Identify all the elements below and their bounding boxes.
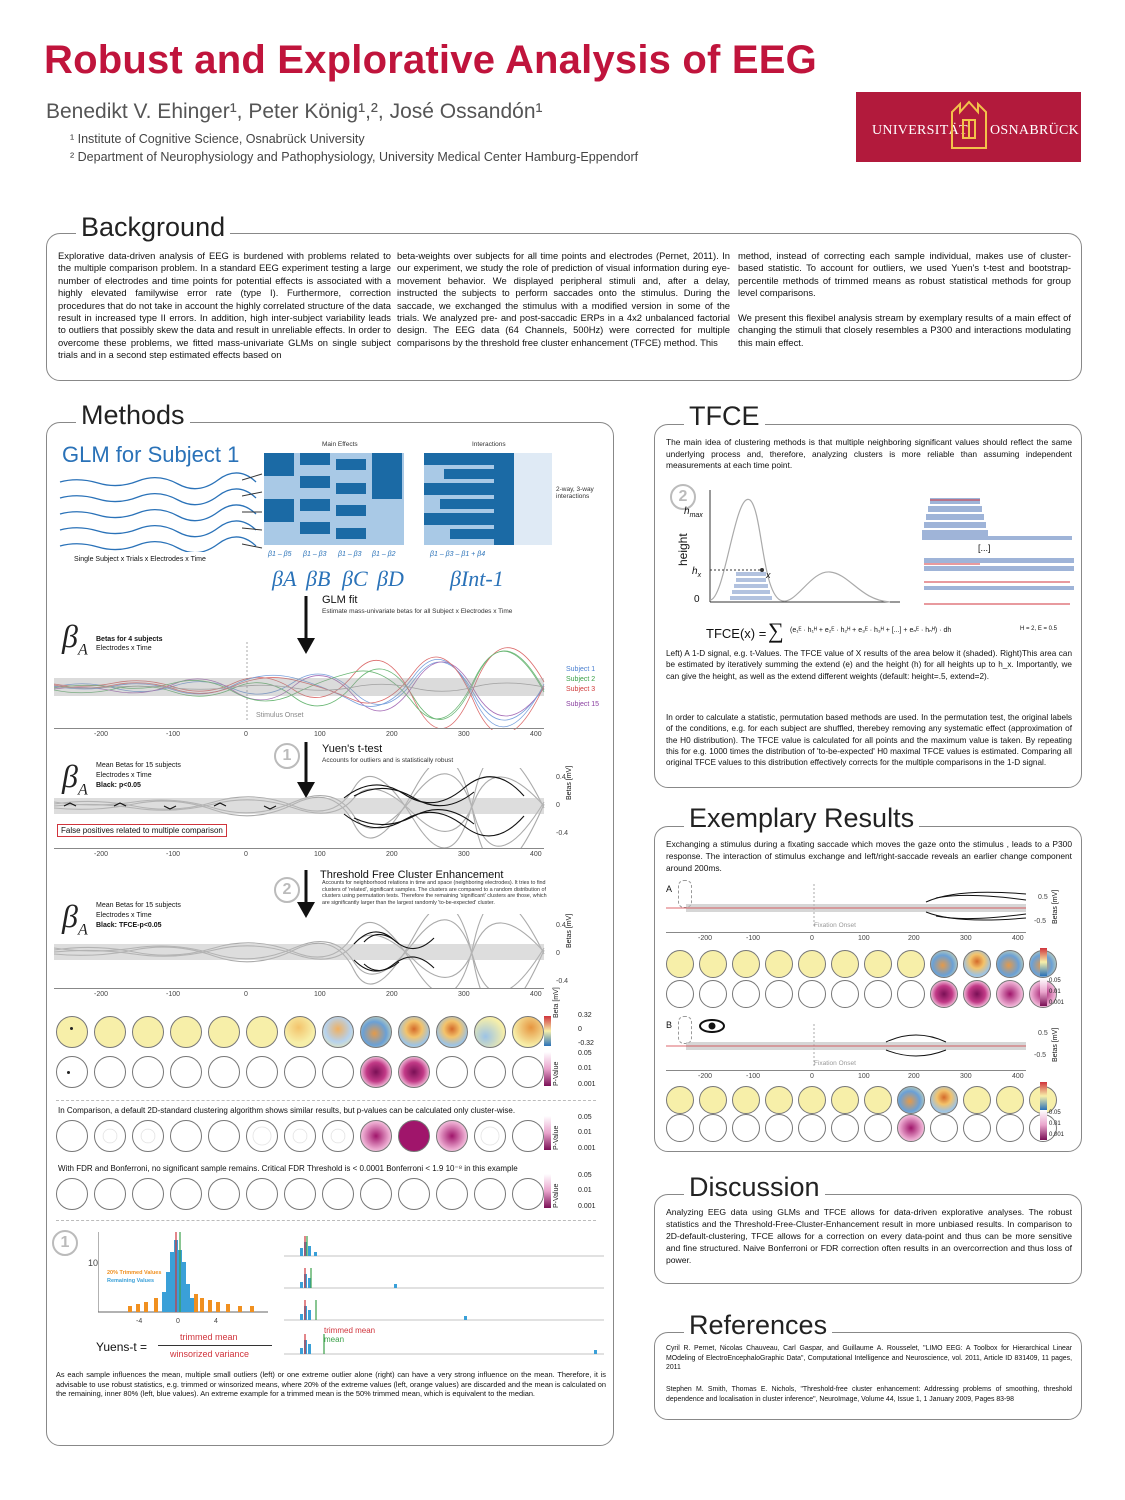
betas4-title: Betas for 4 subjects	[96, 636, 163, 643]
topomap	[930, 950, 958, 978]
p-scale-2: 0.01	[1049, 1121, 1061, 1127]
topomap	[996, 980, 1024, 1008]
ytick: 0	[556, 950, 560, 957]
topomap	[798, 980, 826, 1008]
topomap	[864, 1114, 892, 1142]
topomap	[512, 1056, 544, 1088]
topomap	[208, 1056, 240, 1088]
main-effects-label: Main Effects	[322, 441, 358, 448]
tfce-plot	[54, 914, 554, 988]
tfce-signal-plot	[697, 490, 900, 620]
step1-badge: 1	[274, 743, 300, 769]
xtick: 200	[386, 731, 398, 738]
topomap	[765, 1114, 793, 1142]
result-b-beta-maps	[666, 1086, 1057, 1114]
topomap	[666, 950, 694, 978]
betas4-plot	[54, 642, 564, 730]
p-scale-3: 0.001	[1049, 1000, 1065, 1006]
step1-sub: Accounts for outliers and is statistically robust	[322, 757, 454, 764]
p-scale-2: 0.01	[578, 1065, 592, 1072]
topomap	[284, 1178, 316, 1210]
topomap	[208, 1120, 240, 1152]
trimmed-values-label: 20% Trimmed Values	[107, 1270, 162, 1276]
mean15-label: Mean Betas for 15 subjects	[96, 762, 181, 769]
x-point-label: x	[766, 570, 771, 580]
ytick: 0.5	[1038, 1030, 1048, 1037]
xtick: 100	[858, 935, 870, 942]
hmax-sub: max	[689, 512, 703, 519]
outlier-plots	[284, 1236, 604, 1364]
formula-lhs: TFCE(x) =	[706, 626, 767, 641]
xtick: 0	[244, 851, 248, 858]
topomap	[474, 1178, 506, 1210]
fraction-bar	[158, 1345, 272, 1346]
topomap	[666, 1114, 694, 1142]
topomap	[831, 1086, 859, 1114]
logo-text-right: OSNABRÜCK	[990, 123, 1080, 138]
affiliation-2: ² Department of Neurophysiology and Pathophysiology, University Medical Center Hamburg-Eppendorf	[70, 150, 639, 164]
sum-icon: ∑	[768, 618, 784, 643]
results-heading: Exemplary Results	[684, 803, 919, 834]
result-a-pvalue-maps	[666, 980, 1057, 1008]
divider	[56, 1100, 596, 1101]
remaining-values-label: Remaining Values	[107, 1278, 155, 1284]
crest-icon	[948, 98, 990, 154]
topomap	[56, 1178, 88, 1210]
topomap	[474, 1120, 506, 1152]
contrast-label-5: β1 – β3 – β1 + β4	[430, 551, 486, 558]
xtick: 400	[530, 991, 542, 998]
topomap	[666, 980, 694, 1008]
result-b-pvalue-maps	[666, 1114, 1057, 1142]
topomap	[436, 1178, 468, 1210]
xtick: -200	[698, 1073, 713, 1080]
reference-2: Stephen M. Smith, Thomas E. Nichols, "Threshold-free cluster enhancement: Addressing problems of smoothing, threshold dependence and localisation in cluster inference", NeuroImage, Volume 44, Issue 1, 1 January 2009, Pages 83-98	[666, 1386, 1072, 1403]
topomap-row-beta	[56, 1016, 544, 1048]
contrast-label-2: β1 – β3	[303, 551, 327, 558]
pvalue-colorbar-b	[1040, 1110, 1047, 1140]
background-col1: Explorative data-driven analysis of EEG is burdened with problems related to the multiple comparison problem. In a standard EEG experiment testing a large number of electrodes and time points for potential effects is associated with a highly elevated familywise error rate (type I). Furthermore, correction procedures that do not take in account the highly correlated structure of the data result in increased type II errors. In addition, high inter-subject variability leads to outliers that possibly skew the data and result in unreliable effects. In order to overcome these problems, we fitted mass-univariate GLMs on single subject trials and in a second step estimated effects based on	[58, 250, 391, 361]
topomap	[436, 1120, 468, 1152]
xtick: 100	[858, 1073, 870, 1080]
topomap	[765, 1086, 793, 1114]
xtick: 100	[314, 851, 326, 858]
xtick: 400	[530, 851, 542, 858]
step2-badge: 2	[274, 877, 300, 903]
xtick: -100	[166, 991, 181, 998]
affiliation-1: ¹ Institute of Cognitive Science, Osnabrück University	[70, 132, 365, 146]
xtick: -100	[166, 731, 181, 738]
topomap	[765, 950, 793, 978]
authors: Benedikt V. Ehinger¹, Peter König¹,², José Ossandón¹	[46, 100, 543, 123]
methods-bottom-text: As each sample influences the mean, multiple small outliers (left) or one extreme outlier alone (right) can have a very strong influence on the mean. Therefore, it is advisable to use robust statistics, e.g. trimmed or winsorized means, where 20% of the extreme values (left, orange values) are discarded and the mean is calculated on the remaining, inner 80% (left, blue values). An extreme example for a trimmed mean is the 50% trimmed mean, which is equivalent to the median.	[56, 1370, 606, 1399]
result-a-beta-maps	[666, 950, 1057, 978]
betas-axis-label-b: Betas [mV]	[1052, 1027, 1059, 1062]
hx-label	[692, 566, 701, 579]
topomap	[322, 1016, 354, 1048]
topomap	[930, 1086, 958, 1114]
topomap	[246, 1056, 278, 1088]
background-col3a: method, instead of correcting each sample individual, makes use of cluster-based statistic. To account for outliers, we used Yuen's t-test and bootstrap-percentile methods of trimmed means as robust statistical methods for group level comparisons.	[738, 250, 1071, 299]
topomap	[699, 1114, 727, 1142]
black-tfce-label: Black: TFCE-p<0.05	[96, 922, 162, 929]
xtick: -200	[94, 991, 109, 998]
topomap	[208, 1016, 240, 1048]
hx-letter: h	[692, 566, 698, 577]
winsorized-denominator: winsorized variance	[170, 1349, 250, 1359]
topomap	[699, 1086, 727, 1114]
topomap	[963, 1114, 991, 1142]
p-scale-2: 0.01	[578, 1187, 592, 1194]
topomap	[398, 1120, 430, 1152]
formula-params: H = 2, E = 0.5	[1020, 626, 1058, 632]
xtick: 300	[960, 1073, 972, 1080]
xtick: -200	[94, 851, 109, 858]
xtick: 300	[458, 851, 470, 858]
topomap	[930, 1114, 958, 1142]
topomap	[170, 1016, 202, 1048]
topomap	[897, 1086, 925, 1114]
ytick: -0.5	[1034, 1052, 1047, 1059]
p-scale-1: 0.05	[1049, 1110, 1061, 1116]
xtick: 200	[386, 991, 398, 998]
contrast-label-3: β1 – β3	[338, 551, 362, 558]
beta-c-label: βC	[342, 566, 368, 591]
topomap	[398, 1178, 430, 1210]
topomap	[170, 1056, 202, 1088]
xtick: 300	[458, 731, 470, 738]
beta-colorbar	[544, 1016, 551, 1046]
topomap	[436, 1056, 468, 1088]
beta-colorbar-b	[1040, 1082, 1047, 1110]
topomap	[699, 980, 727, 1008]
ytick: -0.4	[556, 978, 569, 985]
xtick: 0	[244, 731, 248, 738]
tfce-desc1: Left) A 1-D signal, e.g. t-Values. The TFCE value of X results of the area below it (shaded). Right)This area can be estimated by iteratively summing the extend (e) and the height (h) for all heights up to h_x. Importantly, we can give the height, as well as the extend different weights (default: height=.5, extend=2).	[666, 649, 1072, 681]
discussion-text: Analyzing EEG data using GLMs and TFCE allows for data-driven explorative analyses. The robust statistics and the Threshold-Free-Cluster-Enhancement result in more unbiased results. In comparison to 2D-default-clustering, TFCE allows for a correction on every data-point and thus can be more sensitive and fine structured. Naive Bonferroni or FDR correction often results in an overcorrection and thus loss of power.	[666, 1207, 1072, 1265]
references-heading: References	[684, 1310, 832, 1341]
x-axis-1	[54, 728, 544, 729]
step2-sub: Accounts for neighborhood relations in time and space (neighboring electrodes). It tries to find clusters of 'related', significant samples. The clusters are compared to a random distribution of clusters using permutation tests. Therefore the remaining 'significant' clusters are those, which are significantly larger than the largest randomly 'to-be-expected' cluster.	[322, 880, 547, 906]
topomap	[831, 950, 859, 978]
topomap	[322, 1056, 354, 1088]
zero-label: 0	[694, 594, 700, 605]
beta-scale-min: -0.32	[578, 1040, 594, 1047]
topomap	[284, 1056, 316, 1088]
pvalue-label-3: P-Value	[553, 1183, 560, 1208]
topomap	[398, 1056, 430, 1088]
xtick: 400	[530, 731, 542, 738]
beta-a-symbol-3: $\beta_A$	[62, 898, 88, 939]
topomap	[732, 950, 760, 978]
pvalue-colorbar-3	[544, 1174, 551, 1208]
topomap	[897, 1114, 925, 1142]
eeg-design-connectors	[242, 470, 264, 550]
topomap	[996, 1086, 1024, 1114]
beta-scale-zero: 0	[578, 1026, 582, 1033]
topomap	[963, 950, 991, 978]
topomap	[284, 1120, 316, 1152]
topomap	[732, 980, 760, 1008]
electrodes-time-label: Electrodes x Time	[96, 772, 152, 779]
xtick: 400	[1012, 935, 1024, 942]
xtick: 0	[244, 991, 248, 998]
hmax-letter: h	[684, 506, 690, 517]
formula-rhs: (e₁ᴱ · h₁ᴴ + e₂ᴱ · h₂ᴴ + e₃ᴱ · h₃ᴴ + [...] + eₙᴱ · hₙᴴ) · dh	[790, 627, 952, 634]
xtick: 300	[458, 991, 470, 998]
p-scale-3: 0.001	[1049, 1132, 1065, 1138]
legend-subject-3: Subject 3	[566, 686, 596, 693]
xtick: 200	[908, 935, 920, 942]
glm-fit-label: GLM fit	[322, 594, 358, 606]
topomap	[897, 950, 925, 978]
fixation-onset-a: Fixation Onset	[814, 922, 856, 929]
ytick: -0.5	[1034, 918, 1047, 925]
glm-title: GLM for Subject 1	[62, 442, 240, 467]
xtick: -100	[746, 1073, 761, 1080]
black-p-label: Black: p<0.05	[96, 782, 141, 789]
xtick: 100	[314, 731, 326, 738]
trimmed-mean-numerator: trimmed mean	[180, 1332, 238, 1342]
betas-axis-label-2: Betas [mV]	[566, 913, 573, 948]
topomap	[246, 1016, 278, 1048]
topomap	[132, 1056, 164, 1088]
topomap	[360, 1178, 392, 1210]
topomap	[798, 1114, 826, 1142]
legend-subject-1: Subject 1	[566, 666, 596, 673]
betas4-sub: Electrodes x Time	[96, 645, 152, 652]
reference-1: Cyril R. Pernet, Nicolas Chauveau, Carl Gaspar, and Guillaume A. Rousselet, "LIMO EEG: A Toolbox for Hierarchical Linear MOdeling of ElectroEncephaloGraphic Data", Computational Intelligence and Neuroscience, vol. 2011, Article ID 831409, 11 pages, 2011	[666, 1345, 1072, 1372]
fixation-onset-b: Fixation Onset	[814, 1060, 856, 1067]
eeg-caption: Single Subject x Trials x Electrodes x Time	[74, 556, 206, 563]
topomap	[732, 1114, 760, 1142]
topomap	[170, 1178, 202, 1210]
tfce-desc2: In order to calculate a statistic, permutation based methods are used. In the permutation test, the original labels of the conditions, e.g. for each subject are shuffled, therebey removing any systematic effect (approximation of the H0 distribution). The TFCE value is calculated for all points and the maximum value is taken. By repeating this for e.g. 1000 times the distribution of 'to-be-expected' H0 maximal TFCE values is estimated. Comparing all original TFCE values to this distribution effectively corrects for the multiple comparisons in the 1-D signal.	[666, 713, 1072, 768]
topomap	[322, 1178, 354, 1210]
ytick: -0.4	[556, 830, 569, 837]
beta-mv-label: Beta [mV]	[553, 987, 560, 1018]
beta-a-symbol-1: $\beta_A$	[62, 618, 88, 659]
hist-step-badge: 1	[52, 1230, 78, 1256]
electrodes-time-label-2: Electrodes x Time	[96, 912, 152, 919]
betas-axis-label-a: Betas [mV]	[1052, 889, 1059, 924]
poster-title: Robust and Explorative Analysis of EEG	[44, 38, 817, 82]
tfce-heading: TFCE	[684, 401, 765, 432]
ytick: 0	[556, 802, 560, 809]
result-a-label: A	[666, 884, 673, 894]
xtick: -100	[166, 851, 181, 858]
legend-subject-2: Subject 2	[566, 676, 596, 683]
topomap	[765, 980, 793, 1008]
hmax-label	[684, 506, 703, 519]
legend-mean: mean	[324, 1335, 345, 1344]
results-intro: Exchanging a stimulus during a fixating saccade which moves the gaze onto the stimulus , leads to a P300 response. The interaction of stimulus exchange and left/right-saccade reveals an earlier change component around 200ms.	[666, 839, 1072, 873]
topomap	[831, 1114, 859, 1142]
beta-d-label: βD	[377, 566, 404, 591]
hist-xtick: -4	[136, 1318, 143, 1325]
mean15-label-2: Mean Betas for 15 subjects	[96, 902, 181, 909]
topomap	[930, 980, 958, 1008]
topomap	[246, 1120, 278, 1152]
topomap	[322, 1120, 354, 1152]
tfce-slices-plot	[910, 490, 1078, 620]
betas-axis-label-1: Betas [mV]	[566, 765, 573, 800]
false-positives-box: False positives related to multiple comparison	[57, 824, 227, 837]
topomap	[512, 1120, 544, 1152]
p-scale-1: 0.05	[1049, 978, 1061, 984]
pvalue-colorbar-2	[544, 1116, 551, 1150]
university-logo	[856, 92, 1081, 162]
contrast-label-4: β1 – β2	[372, 551, 396, 558]
tfce-arrow-icon	[296, 870, 316, 920]
topomap	[94, 1016, 126, 1048]
topomap	[94, 1056, 126, 1088]
xtick: 0	[810, 1073, 814, 1080]
hist-xtick: 0	[176, 1318, 180, 1325]
p-scale-2: 0.01	[1049, 989, 1061, 995]
topomap-row-fdr	[56, 1178, 544, 1210]
topomap	[798, 1086, 826, 1114]
topomap	[360, 1056, 392, 1088]
step1-title: Yuen's t-test	[322, 743, 383, 755]
contrast-label-1: β1 – β5	[268, 551, 292, 558]
topomap	[170, 1120, 202, 1152]
p-scale-1: 0.05	[578, 1172, 592, 1179]
fdr-text: With FDR and Bonferroni, no significant sample remains. Critical FDR Threshold is < 0.0001 Bonferroni < 1.9 10⁻⁸ in this example	[58, 1164, 518, 1173]
xtick: -200	[94, 731, 109, 738]
xtick: 200	[386, 851, 398, 858]
logo-text-left: UNIVERSITÄT	[872, 123, 968, 138]
x-axis-2	[54, 848, 544, 849]
topomap	[284, 1016, 316, 1048]
p-scale-2: 0.01	[578, 1129, 592, 1136]
topomap	[56, 1016, 88, 1048]
pvalue-label-2: P-Value	[553, 1125, 560, 1150]
topomap	[699, 950, 727, 978]
xtick: 300	[960, 935, 972, 942]
background-col2: beta-weights over subjects for all time points and electrodes (Pernet, 2011). In our experiment, we study the role of prediction of visual information during eye-movement behavior. We displayed peripheral stimuli and, after a delay, instructed the subjects to perform saccades onto the stimulus. During the saccade, we exchanged the stimulus with a modified version in some of the trials. We analyzed pre- and post-saccadic ERPs in a 4x2 unbalanced factorial design. The EEG data (64 Channels, 500Hz) were corrected for multiple comparisons by the threshold free cluster enhancement (TFCE) method. This	[397, 250, 730, 348]
topomap	[208, 1178, 240, 1210]
interactions-side-label: 2-way, 3-way interactions	[556, 486, 594, 500]
topomap	[398, 1016, 430, 1048]
topomap-row-pvalue	[56, 1056, 544, 1088]
topomap	[897, 980, 925, 1008]
height-axis-label: height	[676, 533, 690, 566]
topomap	[996, 950, 1024, 978]
topomap	[666, 1086, 694, 1114]
topomap	[56, 1056, 88, 1088]
xtick: 400	[1012, 1073, 1024, 1080]
legend-subject-15: Subject 15	[566, 701, 600, 708]
background-heading: Background	[76, 212, 230, 243]
discussion-heading: Discussion	[684, 1172, 825, 1203]
topomap	[246, 1178, 278, 1210]
topomap	[474, 1056, 506, 1088]
x-axis-b	[666, 1070, 1026, 1071]
pvalue-colorbar-a	[1040, 978, 1047, 1006]
topomap	[360, 1120, 392, 1152]
topomap	[864, 950, 892, 978]
p-scale-1: 0.05	[578, 1050, 592, 1057]
hist-ytick: 10	[88, 1258, 99, 1268]
ytick: 0.4	[556, 774, 566, 781]
p-scale-3: 0.001	[578, 1203, 596, 1210]
topomap	[132, 1178, 164, 1210]
ytick: 0.5	[1038, 894, 1048, 901]
p-scale-1: 0.05	[578, 1114, 592, 1121]
topomap	[132, 1016, 164, 1048]
tfce-step-badge: 2	[670, 484, 696, 510]
topomap	[512, 1178, 544, 1210]
topomap	[963, 1086, 991, 1114]
background-col3b: We present this flexibel analysis stream by exemplary results of a main effect of changing the stimuli that closely resembles a P300 and interactions modulating this main effect.	[738, 312, 1071, 348]
topomap	[798, 950, 826, 978]
pvalue-colorbar	[544, 1052, 551, 1086]
topomap	[474, 1016, 506, 1048]
methods-heading: Methods	[76, 400, 190, 431]
hist-xtick: 4	[214, 1318, 218, 1325]
beta-b-label: βB	[306, 566, 331, 591]
topomap	[864, 1086, 892, 1114]
topomap	[94, 1178, 126, 1210]
p-scale-3: 0.001	[578, 1081, 596, 1088]
hx-sub: x	[697, 572, 702, 579]
beta-scale-max: 0.32	[578, 1012, 592, 1019]
step2-title: Threshold Free Cluster Enhancement	[320, 869, 504, 881]
topomap	[512, 1016, 544, 1048]
topomap-row-cluster	[56, 1120, 544, 1152]
topomap	[831, 980, 859, 1008]
xtick: -200	[698, 935, 713, 942]
topomap	[360, 1016, 392, 1048]
comparison-text: In Comparison, a default 2D-standard clustering algorithm shows similar results, but p-values can be calculated only cluster-wise.	[58, 1106, 516, 1115]
xtick: 200	[908, 1073, 920, 1080]
topomap	[996, 1114, 1024, 1142]
pvalue-label: P-Value	[553, 1061, 560, 1086]
beta-colorbar-a	[1040, 948, 1047, 976]
stimulus-onset-label: Stimulus Onset	[256, 712, 304, 719]
topomap	[864, 980, 892, 1008]
p-scale-3: 0.001	[578, 1145, 596, 1152]
beta-a-symbol-2: $\beta_A$	[62, 758, 88, 799]
glm-fit-sub: Estimate mass-univariate betas for all Subject x Electrodes x Time	[322, 608, 513, 615]
eeg-traces	[58, 472, 258, 552]
interactions-label: Interactions	[472, 441, 506, 448]
xtick: 100	[314, 991, 326, 998]
beta-int-label: βInt-1	[450, 566, 504, 591]
xtick: 0	[810, 935, 814, 942]
tfce-ellipsis: [...]	[978, 543, 991, 553]
x-axis-3	[54, 988, 544, 989]
topomap	[132, 1120, 164, 1152]
ytick: 0.4	[556, 922, 566, 929]
result-b-label: B	[666, 1020, 673, 1030]
topomap	[436, 1016, 468, 1048]
legend-trimmed-mean: trimmed mean	[324, 1326, 376, 1335]
xtick: -100	[746, 935, 761, 942]
tfce-intro: The main idea of clustering methods is that multiple neighboring significant values should reflect the same underlying process and, therefore, analyzing clusters is more reliable than assuming independent measurements at each time point.	[666, 437, 1072, 470]
topomap	[56, 1120, 88, 1152]
beta-a-label: βA	[272, 566, 297, 591]
topomap	[732, 1086, 760, 1114]
topomap	[94, 1120, 126, 1152]
x-axis-a	[666, 932, 1026, 933]
design-matrix	[264, 453, 554, 545]
divider	[56, 1220, 596, 1221]
yuens-t-label: Yuens-t =	[96, 1340, 148, 1354]
topomap	[963, 980, 991, 1008]
